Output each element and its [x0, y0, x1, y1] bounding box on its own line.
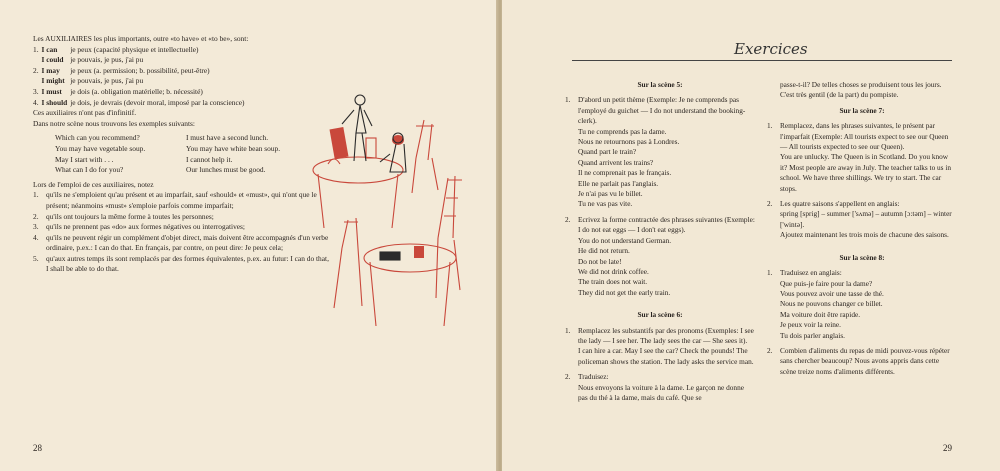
exercise-line: You are unlucky. The Queen is in Scotland. Do you know it? Most people are away in July. The teacher talks to us in school. We have three shillings. We try to start. The car stops.: [780, 152, 952, 193]
aux-number: 4.: [33, 97, 39, 107]
exercise-6-2: 2. Traduisez: Nous envoyons la voiture à la dame. Le garçon ne donne pas du thé à la dame, mais du café. Que se: [565, 372, 755, 403]
note-item: [33, 212, 333, 223]
exercise-line: Combien d'aliments du repas de midi pouvez-vous répéter sans chercher beaucoup? Nous avons appris dans cette scène treize noms d'aliments différents.: [780, 345, 950, 376]
continued-text: passe-t-il? De telles choses se produisent tous les jours. C'est très gentil (de la part) du pompiste.: [780, 80, 942, 100]
note-text: qu'ils ne peuvent régir un complément d'objet direct, mais doivent être accompagnés d'un verbe ordinaire, p.ex.: I can do that. En français, par contre, on peut dire: Je peux cela;: [46, 232, 329, 253]
exercise-line: Ma voiture doit être rapide.: [780, 309, 861, 319]
aux-row: [33, 55, 247, 66]
aux-number: 1.: [33, 44, 39, 54]
exercise-line: Tu ne comprends pas la dame.: [578, 126, 667, 136]
aux-verb: I must: [41, 86, 62, 96]
exercise-line: Il ne comprenait pas le français.: [578, 168, 672, 178]
heading-scene-7: Sur la scène 7:: [839, 105, 885, 115]
aux-row: [33, 66, 247, 77]
grammar-section: [33, 34, 333, 275]
example-sentence: You may have vegetable soup.: [55, 143, 146, 153]
note-item: [33, 254, 333, 275]
aux-gloss: je dois (a. obligation matérielle; b. nécessité): [70, 86, 203, 96]
exercise-line: Nous envoyons la voiture à la dame. Le garçon ne donne pas du thé à la dame, mais du café. Que se: [578, 382, 744, 402]
exercise-line: Traduisez:: [578, 372, 609, 382]
aux-gloss: je pouvais, je pus, j'ai pu: [70, 76, 144, 86]
exercise-line: Quand arrivent les trains?: [578, 157, 654, 167]
page-number-left: 28: [33, 443, 42, 453]
examples-table: [55, 133, 317, 175]
left-page: [0, 0, 498, 471]
aux-verb: I can: [41, 44, 58, 54]
title-rule: [572, 60, 952, 61]
aux-row: [33, 87, 247, 98]
note-number: 1.: [33, 190, 39, 200]
exercise-column-1: [565, 80, 755, 403]
exercise-line: Les quatre saisons s'appellent en anglais:: [780, 199, 900, 209]
exercise-6-1: 1. Remplacez les substantifs par des pronoms (Exemples: I see the lady — I see her. The lady sees the car — She sees it). I can hire a car. May I see the car? Check the pounds! The policeman shows the station. The lady asks the service man.: [565, 325, 754, 366]
example-sentence: Our lunches must be good.: [186, 165, 266, 175]
exercises-title: Exercices: [734, 40, 808, 58]
aux-verb: I may: [41, 65, 60, 75]
exercise-line: Remplacez les substantifs par des pronoms (Exemples: I see the lady — I see her. The lady sees the car — She sees it).: [578, 325, 754, 345]
exercise-line: Tu dois parler anglais.: [780, 330, 845, 340]
notes-intro: Lors de l'emploi de ces auxiliaires, notez: [33, 179, 154, 189]
right-page: [502, 0, 1000, 471]
notes-list: [33, 190, 333, 275]
example-row: [55, 133, 317, 144]
exercise-line: Nous ne pouvons changer ce billet.: [780, 299, 883, 309]
exercise-line: I can hire a car. May I see the car? Check the pounds! The policeman shows the station. The lady asks the service man.: [578, 346, 754, 366]
aux-verb: I should: [41, 97, 68, 107]
heading-scene-5: Sur la scène 5:: [637, 80, 683, 89]
exercise-line: Tu ne vas pas vite.: [578, 199, 633, 209]
exercise-line: Remplacez, dans les phrases suivantes, le présent par l'imparfait (Exemple: All tourists expect to see our Queen — All tourists expected to see our Queen).: [780, 121, 949, 152]
auxiliaries-table: [33, 45, 247, 109]
exercise-7-1: 1. Remplacez, dans les phrases suivantes, le présent par l'imparfait (Exemple: All tourists expect to see our Queen — All tourists expected to see our Queen). You are unlucky. The Queen is in Scotland. Do you know it? Most people are away in July. The teacher talks to us in school. We have three shillings. We try to start. The car stops.: [767, 121, 957, 194]
example-sentence: What can I do for you?: [55, 165, 124, 175]
exercise-line: Nous ne retournons pas à Londres.: [578, 137, 680, 147]
note-number: 5.: [33, 253, 39, 263]
exercise-8-1: 1. Traduisez en anglais: Que puis-je faire pour la dame? Vous pouvez avoir une tasse de thé. Nous ne pouvons changer ce billet. Ma voiture doit être rapide. Je peux voir la reine. Tu dois parler anglais.: [767, 268, 957, 341]
exercise-line: Ecrivez la forme contractée des phrases suivantes (Exemple: I do not eat eggs — I don't eat eggs).: [578, 214, 755, 235]
example-sentence: May I start with . . .: [55, 154, 114, 164]
note-text: qu'ils ne s'emploient qu'au présent et au imparfait, sauf «should» et «must», qui n'ont que le présent; néanmoins «must» s'emploie parfois comme imparfait;: [46, 190, 317, 210]
heading-scene-6: Sur la scène 6:: [637, 310, 683, 320]
exercise-column-2: [767, 80, 957, 377]
aux-verb: I could: [41, 55, 64, 65]
example-sentence: Which can you recommend?: [55, 133, 140, 143]
exercise-line: Traduisez en anglais:: [780, 268, 842, 278]
aux-number: 2.: [33, 65, 39, 75]
heading-scene-8: Sur la scène 8:: [839, 252, 885, 262]
note-number: 3.: [33, 222, 39, 232]
exercise-line: Vous pouvez avoir une tasse de thé.: [780, 288, 884, 298]
aux-number: [33, 76, 42, 87]
example-sentence: You may have white bean soup.: [186, 143, 281, 153]
exercise-line: He did not return.: [578, 246, 630, 256]
exercise-line: Ajoutez maintenant les trois mois de chacune des saisons.: [780, 230, 949, 240]
aux-gloss: je dois, je devrais (devoir moral, imposé par la conscience): [70, 97, 245, 107]
note-text: qu'aux autres temps ils sont remplacés par des formes équivalentes, p.ex. au futur: I can do that, I shall be able to do that.: [46, 253, 329, 274]
exercise-line: D'abord un petit thème (Exemple: Je ne comprends pas l'employé du guichet — I do not understand the booking-clerk).: [578, 95, 746, 126]
exercise-line: Que puis-je faire pour la dame?: [780, 278, 873, 288]
exercise-line: Elle ne parlait pas l'anglais.: [578, 178, 659, 188]
examples-intro: Dans notre scène nous trouvons les exemples suivants:: [33, 118, 195, 128]
intro-text: Les AUXILIAIRES les plus importants, outre «to have» et «to be», sont:: [33, 34, 249, 43]
exercise-5-2: 2. Ecrivez la forme contractée des phrases suivantes (Exemple: I do not eat eggs — I don't eat eggs). You do not understand German. He did not return. Do not be late! We did not drink coffee. The train does not wait. They did not get the early train.: [565, 214, 755, 297]
note-item: [33, 190, 333, 211]
page-number-right: 29: [943, 443, 952, 453]
exercise-line: spring [sprig] – summer ['sʌmə] – autumn [ɔ:təm] – winter ['wintə].: [780, 209, 952, 229]
aux-row: [33, 45, 247, 56]
exercise-line: You do not understand German.: [578, 235, 672, 245]
no-infinitive-text: Ces auxiliaires n'ont pas d'infinitif.: [33, 108, 137, 118]
restaurant-scene-illustration: [298, 88, 478, 338]
aux-gloss: je peux (capacité physique et intellectuelle): [70, 44, 199, 54]
exercise-line: They did not get the early train.: [578, 287, 671, 297]
example-row: [55, 144, 317, 155]
example-row: [55, 155, 317, 166]
exercise-line: The train does not wait.: [578, 277, 648, 287]
aux-row: [33, 76, 247, 87]
aux-number: 3.: [33, 86, 39, 96]
aux-number: [33, 55, 42, 66]
note-text: qu'ils ont toujours la même forme à toutes les personnes;: [46, 211, 214, 221]
example-sentence: I must have a second lunch.: [186, 133, 269, 143]
example-sentence: I cannot help it.: [186, 154, 233, 164]
exercise-line: Quand part le train?: [578, 147, 637, 157]
exercise-5-1: 1. D'abord un petit thème (Exemple: Je ne comprends pas l'employé du guichet — I do not understand the booking-clerk). Tu ne comprends pas la dame. Nous ne retournons pas à Londres. Quand part le train? Quand arrivent les trains? Il ne comprenait pas le français. Elle ne parlait pas l'anglais. Je n'ai pas vu le billet. Tu ne vas pas vite.: [565, 95, 755, 209]
aux-row: [33, 98, 247, 109]
exercise-line: We did not drink coffee.: [578, 266, 649, 276]
aux-gloss: je pouvais, je pus, j'ai pu: [70, 55, 144, 65]
note-number: 4.: [33, 232, 39, 242]
example-row: [55, 165, 317, 176]
exercise-line: Je n'ai pas vu le billet.: [578, 189, 643, 199]
note-number: 2.: [33, 211, 39, 221]
exercise-line: Je peux voir la reine.: [780, 320, 841, 330]
exercise-7-2: 2. Les quatre saisons s'appellent en anglais: spring [sprig] – summer ['sʌmə] – autumn [ɔ:təm] – winter ['wintə]. Ajoutez maintenant les trois mois de chacune des saisons.: [767, 199, 957, 241]
note-item: [33, 233, 333, 254]
aux-verb: I might: [41, 76, 65, 86]
aux-gloss: je peux (a. permission; b. possibilité, peut-être): [70, 65, 210, 75]
exercise-8-2: 2. Combien d'aliments du repas de midi pouvez-vous répéter sans chercher beaucoup? Nous avons appris dans cette scène treize noms d'aliments différents.: [767, 346, 957, 377]
exercise-line: Do not be late!: [578, 256, 622, 266]
note-text: qu'ils ne prennent pas «do» aux formes négatives ou interrogatives;: [46, 222, 245, 232]
note-item: [33, 222, 333, 233]
